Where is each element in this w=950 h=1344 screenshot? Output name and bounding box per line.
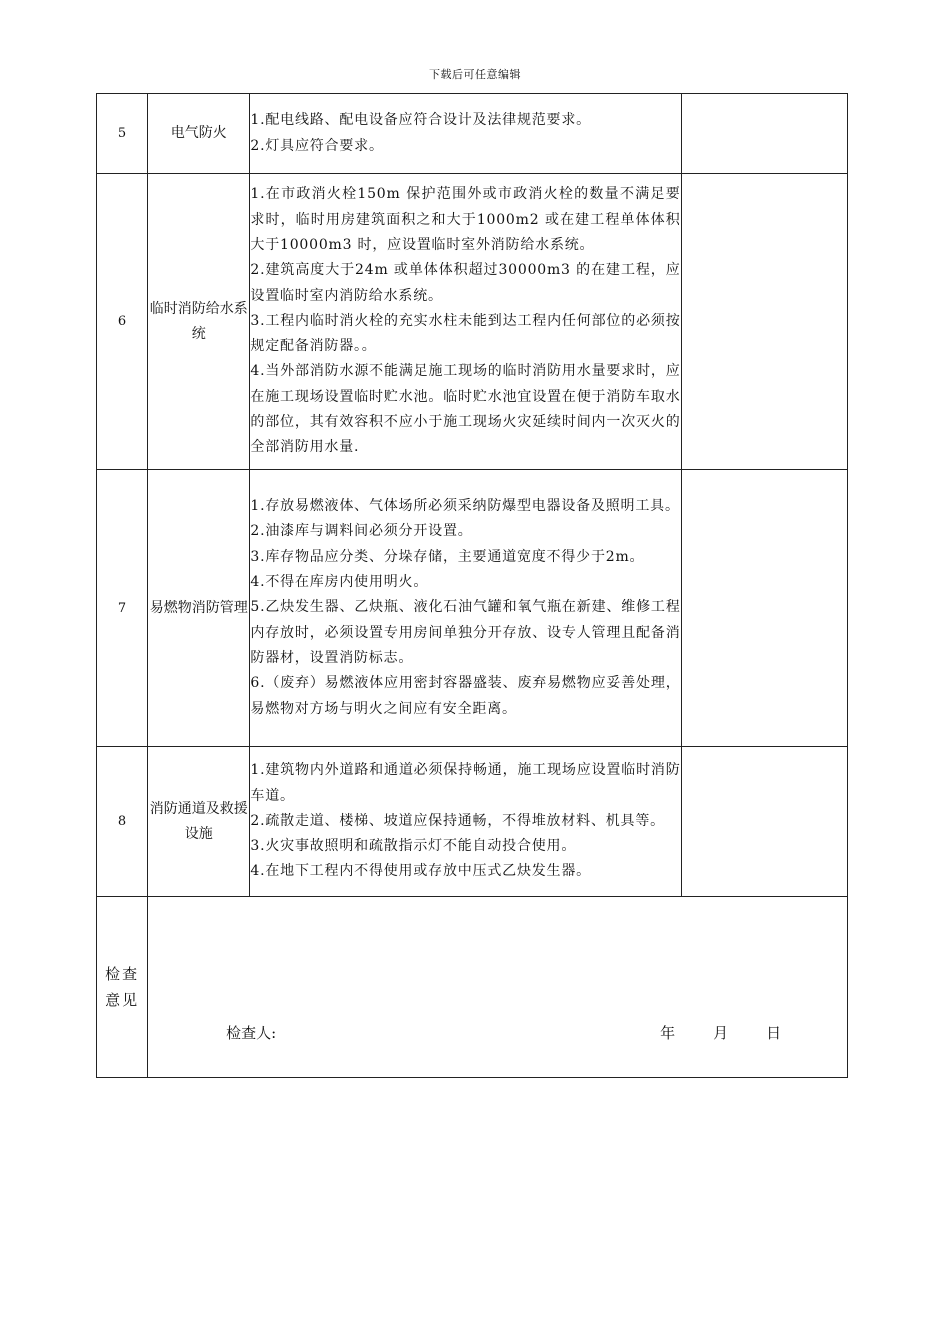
item-name: 电气防火 bbox=[148, 94, 250, 174]
header-note: 下载后可任意编辑 bbox=[429, 68, 521, 81]
table-row bbox=[97, 174, 848, 470]
item-name: 临时消防给水系统 bbox=[148, 174, 250, 470]
requirement-line: 2.疏散走道、楼梯、坡道应保持通畅，不得堆放材料、机具等。 bbox=[250, 812, 665, 829]
inspection-table bbox=[96, 93, 848, 1078]
item-name: 消防通道及救援设施 bbox=[148, 747, 250, 897]
row-number: 7 bbox=[97, 470, 148, 747]
requirement-line: 1.建筑物内外道路和通道必须保持畅通，施工现场应设置临时消防车道。 bbox=[250, 762, 681, 804]
date-line bbox=[660, 1022, 781, 1043]
requirement-line: 4.在地下工程内不得使用或存放中压式乙炔发生器。 bbox=[250, 863, 591, 880]
table-row bbox=[97, 94, 848, 174]
inspector-label: 检查人: bbox=[226, 1024, 277, 1042]
requirements-cell bbox=[250, 747, 681, 897]
requirement-line: 1.存放易燃液体、气体场所必须采纳防爆型电器设备及照明工具。 bbox=[250, 498, 680, 515]
requirement-line: 5.乙炔发生器、乙炔瓶、液化石油气罐和氧气瓶在新建、维修工程内存放时，必须设置专用房间单独分开存放、设专人管理且配备消防器材，设置消防标志。 bbox=[250, 599, 681, 666]
result-cell[interactable] bbox=[681, 174, 847, 470]
opinion-label-text: 检查意见 bbox=[105, 965, 140, 1009]
requirement-line: 1.配电线路、配电设备应符合设计及法律规范要求。 bbox=[250, 112, 591, 129]
month-label: 月 bbox=[713, 1024, 729, 1042]
result-cell[interactable] bbox=[681, 94, 847, 174]
requirement-line: 1.在市政消火栓150m 保护范围外或市政消火栓的数量不满足要求时，临时用房建筑面积之和大于1000m2 或在建工程单体体积大于10000m3 时，应设置临时室外消防给水系统。 bbox=[250, 186, 681, 253]
requirement-line: 3.库存物品应分类、分垛存储，主要通道宽度不得少于2m。 bbox=[250, 548, 645, 565]
row-number: 5 bbox=[97, 94, 148, 174]
row-number: 8 bbox=[97, 747, 148, 897]
requirements-cell bbox=[250, 94, 681, 174]
requirement-line: 2.灯具应符合要求。 bbox=[250, 137, 384, 154]
item-name: 易燃物消防管理 bbox=[148, 470, 250, 747]
requirement-line: 3.工程内临时消火栓的充实水柱未能到达工程内任何部位的必须按规定配备消防器。。 bbox=[250, 312, 681, 355]
day-label: 日 bbox=[766, 1024, 782, 1042]
requirement-line: 4.当外部消防水源不能满足施工现场的临时消防用水量要求时，应在施工现场设置临时贮水池。临时贮水池宜设置在便于消防车取水的部位，其有效容积不应小于施工现场火灾延续时间内一次灭火的全部消防用水量. bbox=[250, 363, 681, 456]
requirement-line: 3.火灾事故照明和疏散指示灯不能自动投合使用。 bbox=[250, 838, 577, 855]
opinion-field[interactable] bbox=[148, 897, 848, 1078]
opinion-label bbox=[97, 897, 148, 1078]
year-label: 年 bbox=[660, 1024, 676, 1042]
result-cell[interactable] bbox=[681, 470, 847, 747]
requirement-line: 2.油漆库与调料间必须分开设置。 bbox=[250, 523, 473, 540]
result-cell[interactable] bbox=[681, 747, 847, 897]
requirement-line: 6.（废弃）易燃液体应用密封容器盛装、废弃易燃物应妥善处理，易燃物对方场与明火之间应有安全距离。 bbox=[250, 675, 681, 717]
row-number: 6 bbox=[97, 174, 148, 470]
requirement-line: 4.不得在库房内使用明火。 bbox=[250, 574, 429, 591]
table-row bbox=[97, 747, 848, 897]
requirements-cell bbox=[250, 470, 681, 747]
requirements-cell bbox=[250, 174, 681, 470]
requirement-line: 2.建筑高度大于24m 或单体体积超过30000m3 的在建工程，应设置临时室内消防给水系统。 bbox=[250, 262, 681, 304]
opinion-row bbox=[97, 897, 848, 1078]
table-row bbox=[97, 470, 848, 747]
